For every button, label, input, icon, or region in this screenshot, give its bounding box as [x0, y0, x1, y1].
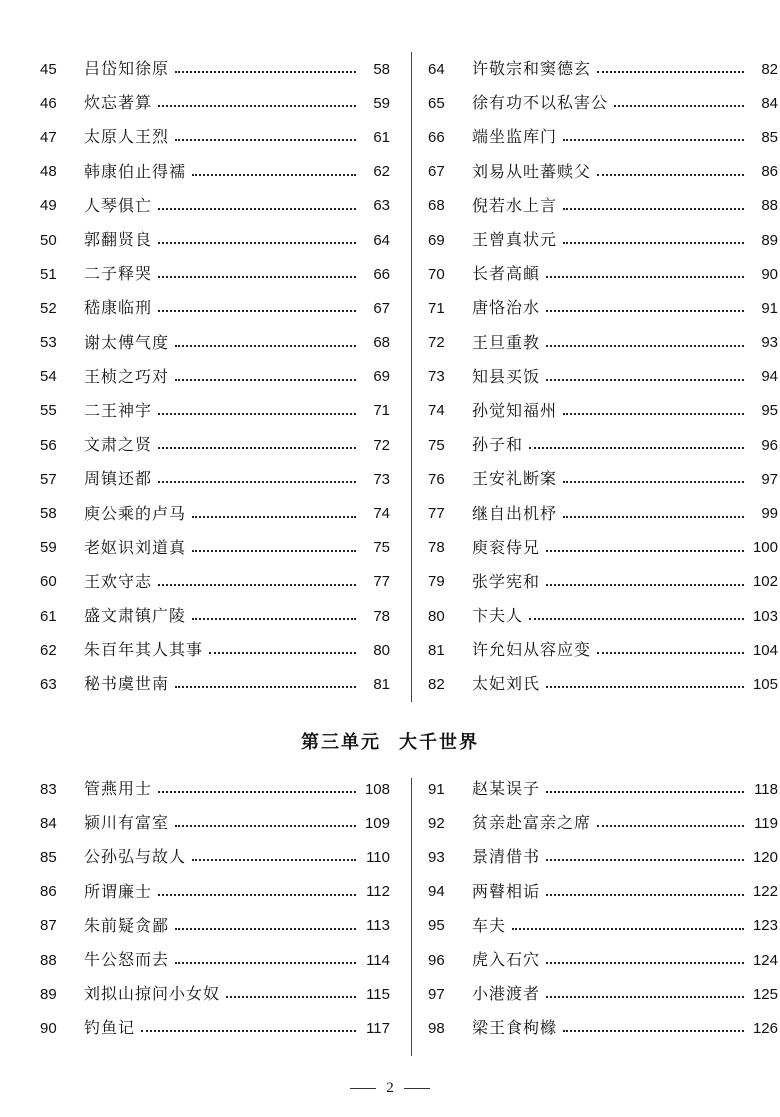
- section-title: 大千世界: [399, 732, 479, 753]
- toc-entry-page: 91: [761, 299, 778, 317]
- toc-entry-number: 76: [428, 470, 445, 488]
- toc-entry[interactable]: [40, 86, 390, 120]
- toc-leader-dots: [158, 894, 356, 896]
- toc-entry-page: 119: [754, 814, 778, 832]
- toc-entry-page: 61: [373, 128, 390, 146]
- toc-entry-page: 108: [364, 780, 390, 798]
- toc-entry[interactable]: [428, 428, 778, 462]
- toc-entry-title: 倪若水上言: [472, 195, 558, 215]
- toc-entry-number: 74: [428, 402, 445, 420]
- toc-entry[interactable]: [40, 565, 390, 599]
- toc-leader-dots: [158, 208, 356, 210]
- toc-leader-dots: [158, 310, 356, 312]
- toc-entry-number: 87: [40, 917, 57, 935]
- toc-entry-number: 66: [428, 128, 445, 146]
- toc-entry[interactable]: [428, 326, 778, 360]
- toc-entry-page: 66: [373, 265, 390, 283]
- toc-entry-page: 114: [366, 951, 390, 969]
- toc-entry-title: 孙觉知福州: [472, 400, 558, 420]
- toc-entry-title: 刘拟山掠问小女奴: [84, 984, 221, 1004]
- toc-entry-title: 赵某误子: [472, 779, 541, 799]
- toc-entry-number: 59: [40, 539, 57, 557]
- toc-entry-title: 知县买饭: [472, 366, 541, 386]
- toc-entry-page: 96: [761, 436, 778, 454]
- toc-entry-title: 刘易从吐蕃赎父: [472, 161, 592, 181]
- toc-leader-dots: [546, 310, 744, 312]
- toc-entry-title: 王桢之巧对: [84, 366, 170, 386]
- toc-entry[interactable]: [428, 360, 778, 394]
- toc-leader-dots: [226, 996, 356, 998]
- toc-leader-dots: [158, 105, 356, 107]
- toc-leader-dots: [175, 139, 356, 141]
- toc-entry-title: 盛文肃镇广陵: [84, 606, 187, 626]
- toc-entry-number: 68: [428, 197, 445, 215]
- toc-leader-dots: [192, 516, 356, 518]
- toc-entry[interactable]: [40, 599, 390, 633]
- toc-entry-number: 90: [40, 1019, 57, 1037]
- toc-entry-title: 车夫: [472, 915, 507, 935]
- toc-entry-number: 75: [428, 436, 445, 454]
- toc-leader-dots: [209, 652, 356, 654]
- toc-entry-title: 二王神宇: [84, 400, 153, 420]
- toc-entry[interactable]: [428, 496, 778, 530]
- toc-leader-dots: [175, 962, 356, 964]
- toc-entry-title: 继自出机杼: [472, 503, 558, 523]
- toc-leader-dots: [175, 379, 356, 381]
- toc-entry-page: 126: [752, 1019, 778, 1037]
- toc-entry-title: 郭翻贤良: [84, 230, 153, 250]
- toc-entry-number: 89: [40, 985, 57, 1003]
- toc-entry-page: 69: [373, 368, 390, 386]
- toc-entry-page: 59: [373, 94, 390, 112]
- toc-leader-dots: [563, 139, 744, 141]
- toc-entry-title: 老妪识刘道真: [84, 537, 187, 557]
- toc-entry-number: 98: [428, 1019, 445, 1037]
- toc-entry[interactable]: [428, 977, 778, 1011]
- toc-entry-title: 朱百年其人其事: [84, 640, 204, 660]
- toc-entry-title: 吕岱知徐原: [84, 59, 170, 79]
- toc-entry-page: 74: [373, 505, 390, 523]
- footer-dash-left: [350, 1088, 376, 1089]
- toc-entry-number: 85: [40, 848, 57, 866]
- toc-entry-title: 景清借书: [472, 847, 541, 867]
- toc-entry[interactable]: [40, 667, 390, 701]
- toc-entry-title: 许敬宗和窦德玄: [472, 59, 592, 79]
- toc-entry[interactable]: [428, 257, 778, 291]
- toc-leader-dots: [529, 618, 744, 620]
- toc-entry-title: 秘书虞世南: [84, 674, 170, 694]
- toc-entry[interactable]: [40, 360, 390, 394]
- toc-leader-dots: [546, 859, 744, 861]
- toc-leader-dots: [158, 276, 356, 278]
- toc-entry-title: 两瞽相诟: [472, 881, 541, 901]
- toc-entry-title: 贫亲赴富亲之席: [472, 813, 592, 833]
- toc-leader-dots: [192, 618, 356, 620]
- toc-entry-number: 54: [40, 368, 57, 386]
- toc-entry[interactable]: [40, 52, 390, 86]
- toc-leader-dots: [614, 105, 744, 107]
- toc-entry-number: 69: [428, 231, 445, 249]
- toc-entry-page: 73: [373, 470, 390, 488]
- toc-entry-title: 许允妇从容应变: [472, 640, 592, 660]
- toc-entry[interactable]: [428, 909, 778, 943]
- toc-entry-number: 95: [428, 917, 445, 935]
- toc-entry[interactable]: [428, 531, 778, 565]
- toc-entry-title: 长者高頔: [472, 264, 541, 284]
- toc-leader-dots: [192, 174, 356, 176]
- toc-entry-number: 81: [428, 641, 445, 659]
- toc-entry-title: 朱前疑贪鄙: [84, 915, 170, 935]
- toc-entry[interactable]: [428, 189, 778, 223]
- toc-entry-title: 梁王食枸橼: [472, 1018, 558, 1038]
- toc-entry-page: 71: [373, 402, 390, 420]
- toc-leader-dots: [158, 791, 356, 793]
- toc-entry-number: 91: [428, 780, 445, 798]
- toc-entry-page: 94: [761, 368, 778, 386]
- toc-entry-page: 105: [752, 675, 778, 693]
- toc-entry[interactable]: [40, 189, 390, 223]
- toc-entry-page: 110: [366, 848, 390, 866]
- toc-entry-number: 65: [428, 94, 445, 112]
- toc-entry-page: 81: [373, 675, 390, 693]
- toc-leader-dots: [563, 516, 744, 518]
- toc-entry-title: 谢太傅气度: [84, 332, 170, 352]
- toc-entry-page: 104: [752, 641, 778, 659]
- toc-entry[interactable]: [428, 565, 778, 599]
- toc-entry-number: 46: [40, 94, 57, 112]
- toc-entry[interactable]: [428, 462, 778, 496]
- toc-entry-page: 63: [373, 197, 390, 215]
- toc-entry-title: 所谓廉士: [84, 881, 153, 901]
- toc-entry-title: 嵇康临刑: [84, 298, 153, 318]
- toc-entry-title: 小港渡者: [472, 984, 541, 1004]
- toc-entry[interactable]: [40, 943, 390, 977]
- toc-leader-dots: [175, 686, 356, 688]
- toc-entry-number: 83: [40, 780, 57, 798]
- toc-entry-page: 89: [761, 231, 778, 249]
- toc-leader-dots: [175, 825, 356, 827]
- toc-entry[interactable]: [40, 1011, 390, 1045]
- toc-entry-number: 48: [40, 163, 57, 181]
- toc-entry[interactable]: [40, 840, 390, 874]
- toc-entry[interactable]: [40, 257, 390, 291]
- toc-entry-title: 管燕用士: [84, 779, 153, 799]
- toc-column-bottom-right: [428, 772, 778, 1046]
- toc-entry-page: 77: [373, 573, 390, 591]
- toc-entry[interactable]: [428, 667, 778, 701]
- toc-entry-number: 84: [40, 814, 57, 832]
- toc-entry-page: 80: [373, 641, 390, 659]
- toc-entry-page: 67: [373, 299, 390, 317]
- toc-entry[interactable]: [40, 772, 390, 806]
- toc-leader-dots: [546, 996, 744, 998]
- toc-leader-dots: [192, 859, 356, 861]
- toc-leader-dots: [546, 894, 744, 896]
- toc-entry-page: 124: [752, 951, 778, 969]
- toc-entry-page: 62: [373, 163, 390, 181]
- toc-entry[interactable]: [428, 120, 778, 154]
- toc-leader-dots: [597, 652, 744, 654]
- toc-entry[interactable]: [428, 840, 778, 874]
- toc-entry-title: 人琴俱亡: [84, 195, 153, 215]
- toc-leader-dots: [512, 928, 744, 930]
- toc-entry-page: 68: [373, 334, 390, 352]
- toc-entry-page: 109: [364, 814, 390, 832]
- toc-entry[interactable]: [428, 875, 778, 909]
- toc-entry[interactable]: [428, 599, 778, 633]
- toc-entry[interactable]: [40, 223, 390, 257]
- toc-entry-title: 二子释哭: [84, 264, 153, 284]
- toc-entry-number: 73: [428, 368, 445, 386]
- toc-entry-title: 卞夫人: [472, 606, 524, 626]
- toc-leader-dots: [158, 481, 356, 483]
- toc-entry-number: 94: [428, 883, 445, 901]
- toc-entry-page: 86: [761, 163, 778, 181]
- toc-entry-page: 100: [752, 539, 778, 557]
- toc-leader-dots: [563, 208, 744, 210]
- toc-leader-dots: [546, 550, 744, 552]
- toc-entry[interactable]: [428, 291, 778, 325]
- toc-entry-number: 55: [40, 402, 57, 420]
- toc-leader-dots: [158, 413, 356, 415]
- toc-entry-title: 唐恪治水: [472, 298, 541, 318]
- toc-entry[interactable]: [428, 52, 778, 86]
- toc-entry-title: 太妃刘氏: [472, 674, 541, 694]
- section-heading: [0, 728, 780, 754]
- toc-entry-number: 77: [428, 505, 445, 523]
- toc-entry[interactable]: [40, 909, 390, 943]
- toc-entry[interactable]: [40, 633, 390, 667]
- toc-entry-number: 50: [40, 231, 57, 249]
- toc-entry[interactable]: [428, 155, 778, 189]
- toc-entry-page: 58: [373, 60, 390, 78]
- toc-entry-number: 82: [428, 675, 445, 693]
- toc-entry-page: 85: [761, 128, 778, 146]
- toc-entry-title: 牛公怒而去: [84, 950, 170, 970]
- toc-leader-dots: [175, 345, 356, 347]
- toc-entry[interactable]: [40, 291, 390, 325]
- toc-entry[interactable]: [40, 531, 390, 565]
- toc-entry-page: 122: [752, 883, 778, 901]
- toc-entry-number: 71: [428, 299, 445, 317]
- toc-leader-dots: [597, 71, 744, 73]
- toc-entry[interactable]: [40, 875, 390, 909]
- toc-entry-title: 徐有功不以私害公: [472, 93, 609, 113]
- toc-entry[interactable]: [40, 326, 390, 360]
- toc-entry-title: 文肃之贤: [84, 435, 153, 455]
- footer-page-number: 2: [386, 1080, 394, 1096]
- toc-entry-number: 88: [40, 951, 57, 969]
- toc-entry-page: 95: [761, 402, 778, 420]
- toc-entry-number: 96: [428, 951, 445, 969]
- toc-leader-dots: [563, 242, 744, 244]
- toc-column-bottom-left: [40, 772, 390, 1046]
- toc-entry-title: 端坐监库门: [472, 127, 558, 147]
- toc-leader-dots: [546, 584, 744, 586]
- toc-leader-dots: [563, 481, 744, 483]
- page-footer: [0, 1080, 780, 1097]
- toc-leader-dots: [546, 276, 744, 278]
- toc-entry-page: 99: [761, 505, 778, 523]
- toc-entry-number: 62: [40, 641, 57, 659]
- toc-entry-title: 钓鱼记: [84, 1018, 136, 1038]
- toc-entry-page: 72: [373, 436, 390, 454]
- toc-entry[interactable]: [40, 496, 390, 530]
- toc-entry-number: 49: [40, 197, 57, 215]
- toc-entry-number: 70: [428, 265, 445, 283]
- toc-entry-number: 57: [40, 470, 57, 488]
- toc-entry[interactable]: [40, 428, 390, 462]
- toc-entry-title: 张学宪和: [472, 571, 541, 591]
- toc-entry-title: 韩康伯止得襦: [84, 161, 187, 181]
- toc-entry-number: 53: [40, 334, 57, 352]
- toc-entry[interactable]: [428, 223, 778, 257]
- toc-leader-dots: [546, 345, 744, 347]
- toc-entry-number: 61: [40, 607, 57, 625]
- toc-entry-number: 60: [40, 573, 57, 591]
- toc-entry-title: 庾公乘的卢马: [84, 503, 187, 523]
- toc-entry-number: 64: [428, 60, 445, 78]
- toc-entry[interactable]: [428, 394, 778, 428]
- toc-entry-number: 67: [428, 163, 445, 181]
- toc-entry-number: 52: [40, 299, 57, 317]
- toc-entry-number: 63: [40, 675, 57, 693]
- toc-leader-dots: [546, 379, 744, 381]
- toc-entry-page: 97: [761, 470, 778, 488]
- toc-entry-title: 炊忘著算: [84, 93, 153, 113]
- toc-entry-page: 78: [373, 607, 390, 625]
- toc-entry-page: 112: [366, 883, 390, 901]
- toc-entry-number: 86: [40, 883, 57, 901]
- toc-column-top-right: [428, 52, 778, 702]
- toc-entry-page: 118: [754, 780, 778, 798]
- toc-leader-dots: [175, 71, 356, 73]
- toc-entry-title: 王安礼断案: [472, 469, 558, 489]
- toc-leader-dots: [546, 686, 744, 688]
- toc-entry[interactable]: [428, 633, 778, 667]
- toc-leader-dots: [546, 962, 744, 964]
- toc-entry-title: 庾衮侍兄: [472, 537, 541, 557]
- toc-entry-page: 64: [373, 231, 390, 249]
- toc-entry-page: 75: [373, 539, 390, 557]
- toc-entry-page: 125: [752, 985, 778, 1003]
- toc-entry-number: 92: [428, 814, 445, 832]
- toc-entry[interactable]: [428, 86, 778, 120]
- toc-column-top-left: [40, 52, 390, 702]
- footer-dash-right: [404, 1088, 430, 1089]
- section-unit-label: 第三单元: [301, 732, 381, 753]
- toc-leader-dots: [529, 447, 744, 449]
- toc-entry[interactable]: [40, 977, 390, 1011]
- toc-entry-page: 120: [752, 848, 778, 866]
- toc-leader-dots: [192, 550, 356, 552]
- toc-entry-number: 78: [428, 539, 445, 557]
- toc-entry-page: 117: [366, 1019, 390, 1037]
- toc-entry-page: 84: [761, 94, 778, 112]
- toc-leader-dots: [546, 791, 744, 793]
- toc-entry[interactable]: [40, 394, 390, 428]
- toc-entry-title: 王欢守志: [84, 571, 153, 591]
- column-divider-bottom: [411, 778, 412, 1056]
- toc-entry[interactable]: [428, 806, 778, 840]
- toc-entry-number: 80: [428, 607, 445, 625]
- toc-entry[interactable]: [40, 806, 390, 840]
- toc-entry-number: 97: [428, 985, 445, 1003]
- toc-entry[interactable]: [428, 1011, 778, 1045]
- column-divider-top: [411, 52, 412, 702]
- toc-entry[interactable]: [428, 772, 778, 806]
- toc-entry-title: 周镇还都: [84, 469, 153, 489]
- toc-entry-number: 58: [40, 505, 57, 523]
- toc-entry-page: 115: [366, 985, 390, 1003]
- toc-entry-number: 93: [428, 848, 445, 866]
- toc-leader-dots: [158, 242, 356, 244]
- toc-entry-page: 93: [761, 334, 778, 352]
- toc-entry-number: 56: [40, 436, 57, 454]
- toc-entry-number: 45: [40, 60, 57, 78]
- toc-entry[interactable]: [40, 462, 390, 496]
- toc-entry-page: 123: [752, 917, 778, 935]
- toc-entry-page: 90: [761, 265, 778, 283]
- toc-entry-title: 太原人王烈: [84, 127, 170, 147]
- toc-entry-number: 72: [428, 334, 445, 352]
- toc-entry-page: 103: [752, 607, 778, 625]
- toc-leader-dots: [158, 447, 356, 449]
- toc-entry[interactable]: [40, 120, 390, 154]
- toc-entry-number: 79: [428, 573, 445, 591]
- toc-entry-title: 虎入石穴: [472, 950, 541, 970]
- toc-entry-title: 公孙弘与故人: [84, 847, 187, 867]
- toc-leader-dots: [158, 584, 356, 586]
- toc-entry-title: 孙子和: [472, 435, 524, 455]
- toc-entry-title: 王旦重教: [472, 332, 541, 352]
- toc-entry-number: 51: [40, 265, 57, 283]
- toc-entry-page: 113: [366, 917, 390, 935]
- toc-leader-dots: [563, 1030, 744, 1032]
- toc-entry[interactable]: [40, 155, 390, 189]
- toc-entry-page: 88: [761, 197, 778, 215]
- toc-entry-page: 102: [752, 573, 778, 591]
- toc-leader-dots: [141, 1030, 356, 1032]
- toc-entry-page: 82: [761, 60, 778, 78]
- toc-entry-number: 47: [40, 128, 57, 146]
- toc-leader-dots: [597, 825, 744, 827]
- toc-leader-dots: [597, 174, 744, 176]
- toc-leader-dots: [563, 413, 744, 415]
- toc-entry-title: 王曾真状元: [472, 230, 558, 250]
- toc-entry[interactable]: [428, 943, 778, 977]
- toc-leader-dots: [175, 928, 356, 930]
- toc-entry-title: 颍川有富室: [84, 813, 170, 833]
